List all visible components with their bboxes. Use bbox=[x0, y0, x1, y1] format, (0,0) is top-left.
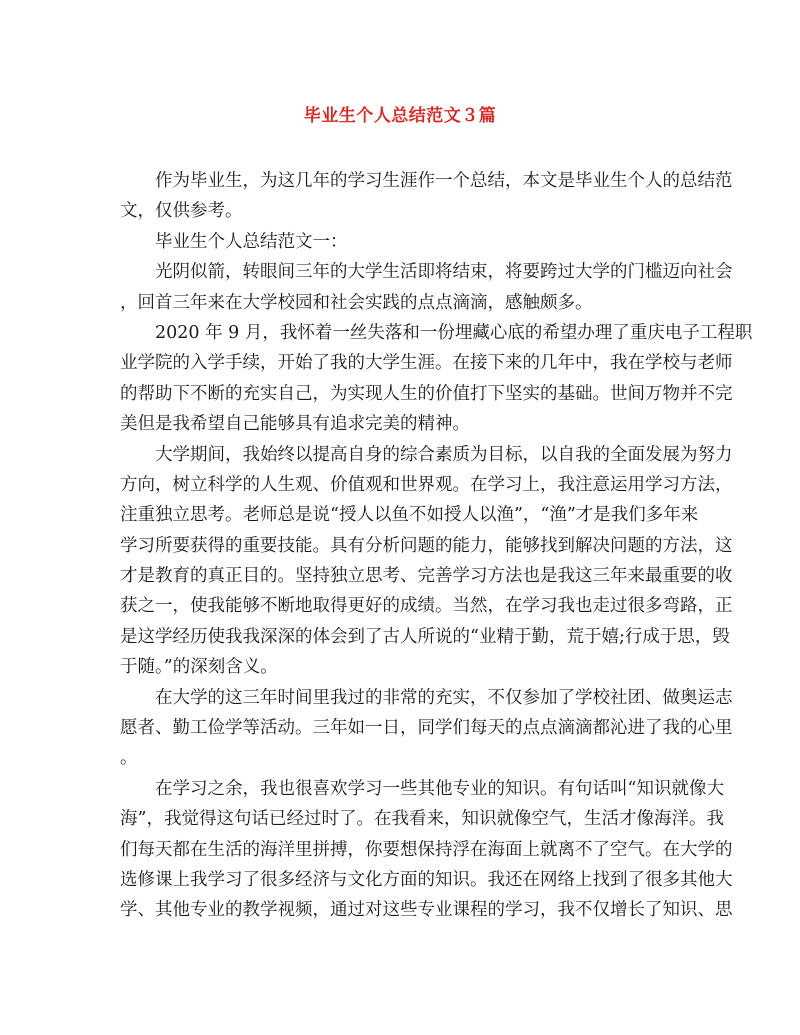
text-line: ，回首三年来在大学校园和社会实践的点点滴滴，感触颇多。 bbox=[120, 292, 593, 313]
paragraph-5 bbox=[120, 774, 733, 926]
text-line: 注重独立思考。老师总是说“授人以鱼不如授人以渔”，“渔”才是我们多年来 bbox=[120, 505, 699, 526]
paragraph-3 bbox=[120, 440, 733, 683]
paragraph-1 bbox=[120, 257, 733, 318]
text-line: 美但是我希望自己能够具有追求完美的精神。 bbox=[120, 414, 470, 435]
text-line: 大学期间，我始终以提高自身的综合素质为目标，以自我的全面发展为努力 bbox=[155, 444, 733, 465]
text-line: 毕业生个人总结范文一： bbox=[155, 231, 348, 252]
text-line: 们每天都在生活的海洋里拼搏，你要想保持浮在海面上就离不了空气。在大学的 bbox=[120, 839, 733, 860]
text-line: 学、其他专业的教学视频，通过对这些专业课程的学习，我不仅增长了知识、思 bbox=[120, 900, 733, 921]
text-line: 海”，我觉得这句话已经过时了。在我看来，知识就像空气，生活才像海洋。我 bbox=[120, 809, 724, 830]
text-line: 于随。”的深刻含义。 bbox=[120, 657, 278, 678]
text-line: 方向，树立科学的人生观、价值观和世界观。在学习上，我注意运用学习方法， bbox=[120, 474, 733, 495]
text-line: 愿者、勤工俭学等活动。三年如一日，同学们每天的点点滴滴都沁进了我的心里 bbox=[120, 718, 733, 739]
text-line: 业学院的入学手续，开始了我的大学生涯。在接下来的几年中，我在学校与老师 bbox=[120, 353, 733, 374]
paragraph-2 bbox=[120, 318, 753, 440]
paragraph-4 bbox=[120, 683, 733, 774]
text-line: 在大学的这三年时间里我过的非常的充实，不仅参加了学校社团、做奥运志 bbox=[155, 687, 733, 708]
paragraph-section-heading bbox=[120, 227, 680, 257]
text-line: 的帮助下不断的充实自己，为实现人生的价值打下坚实的基础。世间万物并不完 bbox=[120, 383, 733, 404]
text-line: 2020 年 9 月，我怀着一丝失落和一份埋藏心底的希望办理了重庆电子工程职 bbox=[155, 322, 753, 343]
text-line: 获之一，使我能够不断地取得更好的成绩。当然，在学习我也走过很多弯路，正 bbox=[120, 596, 733, 617]
text-line: 学习所要获得的重要技能。具有分析问题的能力，能够找到解决问题的方法，这 bbox=[120, 535, 733, 556]
text-line: 。 bbox=[120, 748, 138, 769]
text-line: 作为毕业生，为这几年的学习生涯作一个总结，本文是毕业生个人的总结范 bbox=[155, 171, 733, 191]
document-title: 毕业生个人总结范文３篇 bbox=[303, 106, 497, 126]
text-line: 文，仅供参考。 bbox=[120, 201, 243, 222]
document-body bbox=[120, 166, 753, 926]
text-line: 选修课上我学习了很多经济与文化方面的知识。我还在网络上找到了很多其他大 bbox=[120, 869, 733, 890]
text-line: 在学习之余，我也很喜欢学习一些其他专业的知识。有句话叫“知识就像大 bbox=[155, 778, 724, 799]
text-line: 是这学经历使我我深深的体会到了古人所说的“业精于勤，荒于嬉;行成于思，毁 bbox=[120, 626, 730, 647]
paragraph-intro bbox=[120, 166, 733, 227]
text-line: 才是教育的真正目的。坚持独立思考、完善学习方法也是我这三年来最重要的收 bbox=[120, 566, 733, 587]
text-line: 光阴似箭，转眼间三年的大学生活即将结束，将要跨过大学的门槛迈向社会 bbox=[155, 262, 733, 283]
